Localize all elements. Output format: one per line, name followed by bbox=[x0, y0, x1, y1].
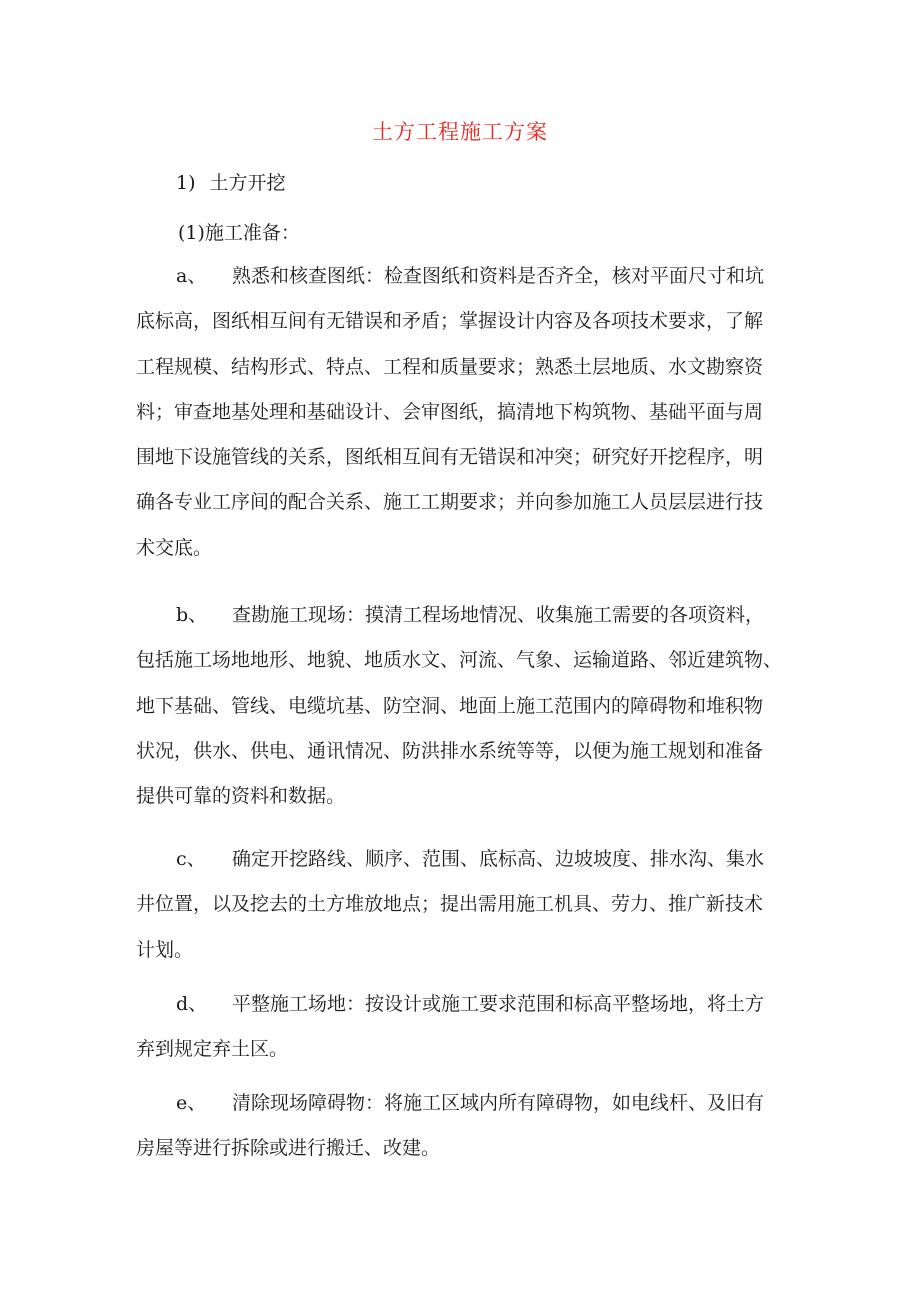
paragraph-line: 提供可靠的资料和数据。 bbox=[136, 785, 346, 808]
paragraph-line: 状况，供水、供电、通讯情况、防洪排水系统等等，以便为施工规划和准备 bbox=[136, 739, 764, 762]
paragraph-line: d、 平整施工场地：按设计或施工要求范围和标高平整场地，将土方 bbox=[136, 982, 796, 1027]
section-heading bbox=[176, 168, 286, 195]
item-marker: c、 bbox=[176, 848, 206, 870]
paragraph-line: 包括施工场地地形、地貌、地质水文、河流、气象、运输道路、邻近建筑物、 bbox=[136, 649, 783, 672]
paragraph-line: a、 熟悉和核查图纸：检查图纸和资料是否齐全，核对平面尺寸和坑 bbox=[136, 254, 796, 299]
list-item-e bbox=[136, 1081, 796, 1172]
paragraph-line: 井位置，以及挖去的土方堆放地点；提出需用施工机具、劳力、推广新技术 bbox=[136, 893, 764, 916]
list-item-c bbox=[136, 837, 796, 973]
paragraph-line: 术交底。 bbox=[136, 536, 213, 559]
section-label: 土方开挖 bbox=[209, 172, 286, 194]
list-item-b bbox=[136, 593, 796, 819]
list-item-a bbox=[136, 254, 796, 571]
paragraph-line: 地下基础、管线、电缆坑基、防空洞、地面上施工范围内的障碍物和堆积物 bbox=[136, 694, 764, 717]
paragraph-line: 确各专业工序间的配合关系、施工工期要求；并向参加施工人员层层进行技 bbox=[136, 491, 764, 514]
item-marker: a、 bbox=[176, 265, 207, 287]
paragraph-line: 底标高，图纸相互间有无错误和矛盾；掌握设计内容及各项技术要求，了解 bbox=[136, 310, 764, 333]
item-marker: b、 bbox=[176, 604, 208, 626]
paragraph-line: 计划。 bbox=[136, 938, 194, 961]
paragraph-line: 料；审查地基处理和基础设计、会审图纸，搞清地下构筑物、基础平面与周 bbox=[136, 400, 764, 423]
paragraph-line: b、 查勘施工现场：摸清工程场地情况、收集施工需要的各项资料， bbox=[136, 593, 796, 638]
paragraph-line: 房屋等进行拆除或进行搬迁、改建。 bbox=[136, 1137, 441, 1160]
paragraph-line: c、 确定开挖路线、顺序、范围、底标高、边坡坡度、排水沟、集水 bbox=[136, 837, 796, 882]
subsection-heading: (1)施工准备： bbox=[178, 222, 300, 244]
item-marker: d、 bbox=[176, 993, 208, 1015]
list-item-d bbox=[136, 982, 796, 1073]
paragraph-line: 弃到规定弃土区。 bbox=[136, 1038, 289, 1061]
paragraph-line: 围地下设施管线的关系，图纸相互间有无错误和冲突；研究好开挖程序，明 bbox=[136, 446, 764, 469]
paragraph-line: 工程规模、结构形式、特点、工程和质量要求；熟悉土层地质、水文勘察资 bbox=[136, 355, 764, 378]
paragraph-line: e、 清除现场障碍物：将施工区域内所有障碍物，如电线杆、及旧有 bbox=[136, 1081, 796, 1126]
item-marker: e、 bbox=[176, 1092, 207, 1114]
section-number: 1) bbox=[176, 172, 196, 194]
document-title: 土方工程施工方案 bbox=[372, 120, 548, 144]
